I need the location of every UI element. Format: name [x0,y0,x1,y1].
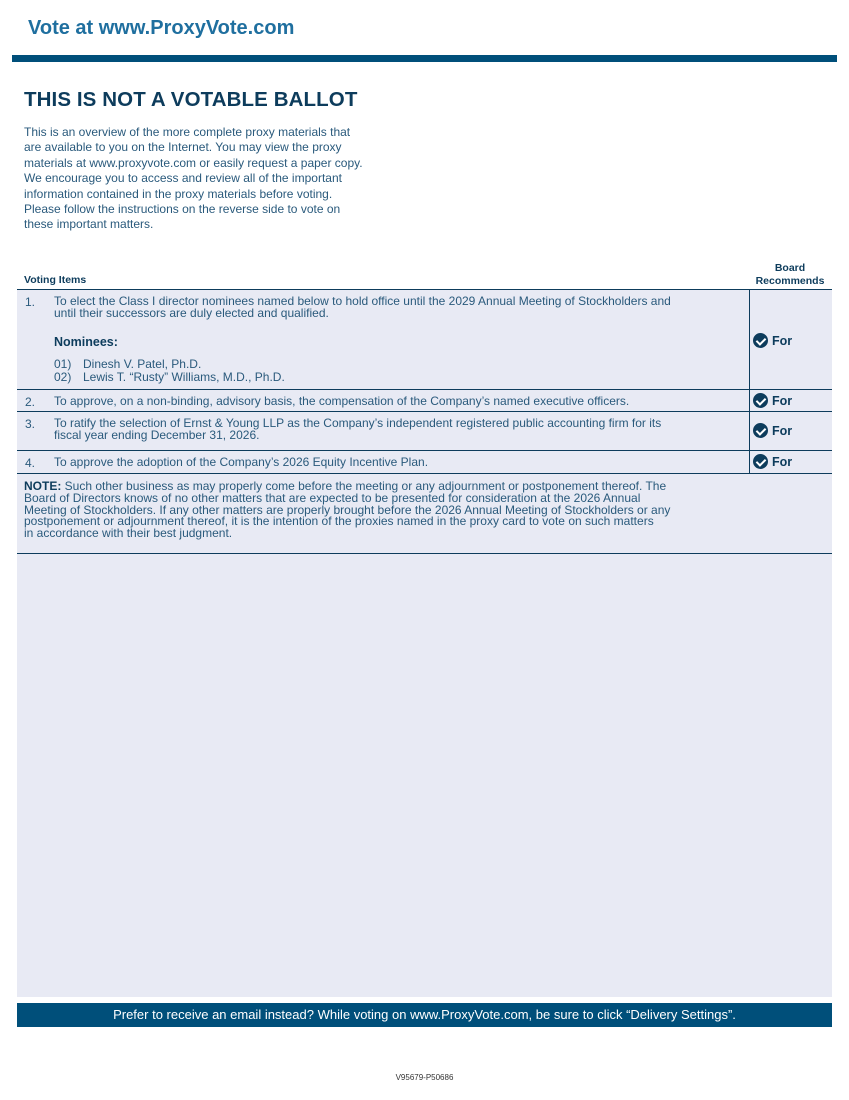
note-divider [17,553,832,554]
voting-item-row [17,451,832,474]
intro-line: are available to you on the Internet. You may view the proxy [24,140,342,155]
item-number: 2. [25,395,36,409]
voting-item-row [17,412,832,451]
recommendation-label: For [772,333,793,348]
recommendation-cell [749,290,832,389]
note-line: Meeting of Stockholders. If any other matters are properly brought before the 2026 Annual Meeting of Stockholders or any [24,502,671,517]
item-text-line: fiscal year ending December 31, 2026. [54,427,260,442]
nominee-name: Dinesh V. Patel, Ph.D. [83,357,202,371]
voting-item-row [17,290,832,390]
note-text: Such other business as may properly come before the meeting or any adjournment or postponement thereof. The [61,479,667,493]
recommendation-cell [749,412,832,450]
voting-item-row [17,390,832,412]
delivery-settings-banner: Prefer to receive an email instead? While voting on www.ProxyVote.com, be sure to click “Delivery Settings”. [17,1003,832,1027]
nominee-name: Lewis T. “Rusty” Williams, M.D., Ph.D. [83,370,285,384]
recommendation-for [753,454,792,469]
intro-line: This is an overview of the more complete proxy materials that [24,125,351,139]
vote-link[interactable]: Vote at www.ProxyVote.com [28,17,295,39]
recommendation-for [753,393,792,408]
item-text [54,457,744,469]
item-number: 3. [25,417,36,431]
recommendation-cell [749,390,832,411]
item-text [54,296,744,320]
board-header-line: Recommends [755,274,825,287]
item-text-line: until their successors are duly elected and qualified. [54,305,329,320]
intro-line: We encourage you to access and review all of the important [24,171,342,186]
item-text [54,396,744,408]
note-line: postponement or adjournment thereof, it is the intention of the proxies named in the proxy card to vote on such matters [24,514,654,529]
header-divider [12,55,837,62]
item-text-line: To approve, on a non-binding, advisory basis, the compensation of the Company’s named executive officers. [54,394,630,408]
intro-line: Please follow the instructions on the reverse side to vote on [24,202,341,217]
note-line: Board of Directors knows of no other matters that are expected to be presented for consideration at the 2026 Annual [24,490,641,505]
nominee-item [54,358,201,370]
item-text [54,418,744,442]
item-number: 4. [25,456,36,470]
note-line: in accordance with their best judgment. [24,526,233,541]
check-circle-icon [753,454,768,469]
check-circle-icon [753,333,768,348]
item-text-line: To elect the Class I director nominees named below to hold office until the 2029 Annual Meeting of Stockholders and [54,294,671,308]
item-text-line: To approve the adoption of the Company’s 2026 Equity Incentive Plan. [54,455,429,469]
voting-items-header: Voting Items [24,274,87,286]
recommendation-label: For [772,423,793,438]
recommendation-for [753,333,792,348]
intro-line: materials at www.proxyvote.com or easily request a paper copy. [24,155,363,170]
recommendation-label: For [772,393,793,408]
document-code: V95679-P50686 [395,1073,454,1082]
check-circle-icon [753,423,768,438]
page-title: THIS IS NOT A VOTABLE BALLOT [24,88,358,111]
note-label: NOTE: [24,479,62,493]
item-text-line: To ratify the selection of Ernst & Young LLP as the Company’s independent registered public accounting firm for its [54,416,662,430]
nominee-item [54,371,285,383]
nominee-number: 01) [54,357,72,371]
nominee-number: 02) [54,370,72,384]
board-header-line: Board [774,262,806,274]
recommendation-label: For [772,454,793,469]
item-number: 1. [25,295,36,309]
intro-paragraph [24,125,414,233]
check-circle-icon [753,393,768,408]
board-recommends-header [749,262,831,287]
intro-line: these important matters. [24,217,154,232]
recommendation-for [753,423,792,438]
intro-line: information contained in the proxy materials before voting. [24,186,333,201]
nominees-label: Nominees: [54,335,118,349]
recommendation-cell [749,451,832,473]
note-paragraph [24,481,742,540]
